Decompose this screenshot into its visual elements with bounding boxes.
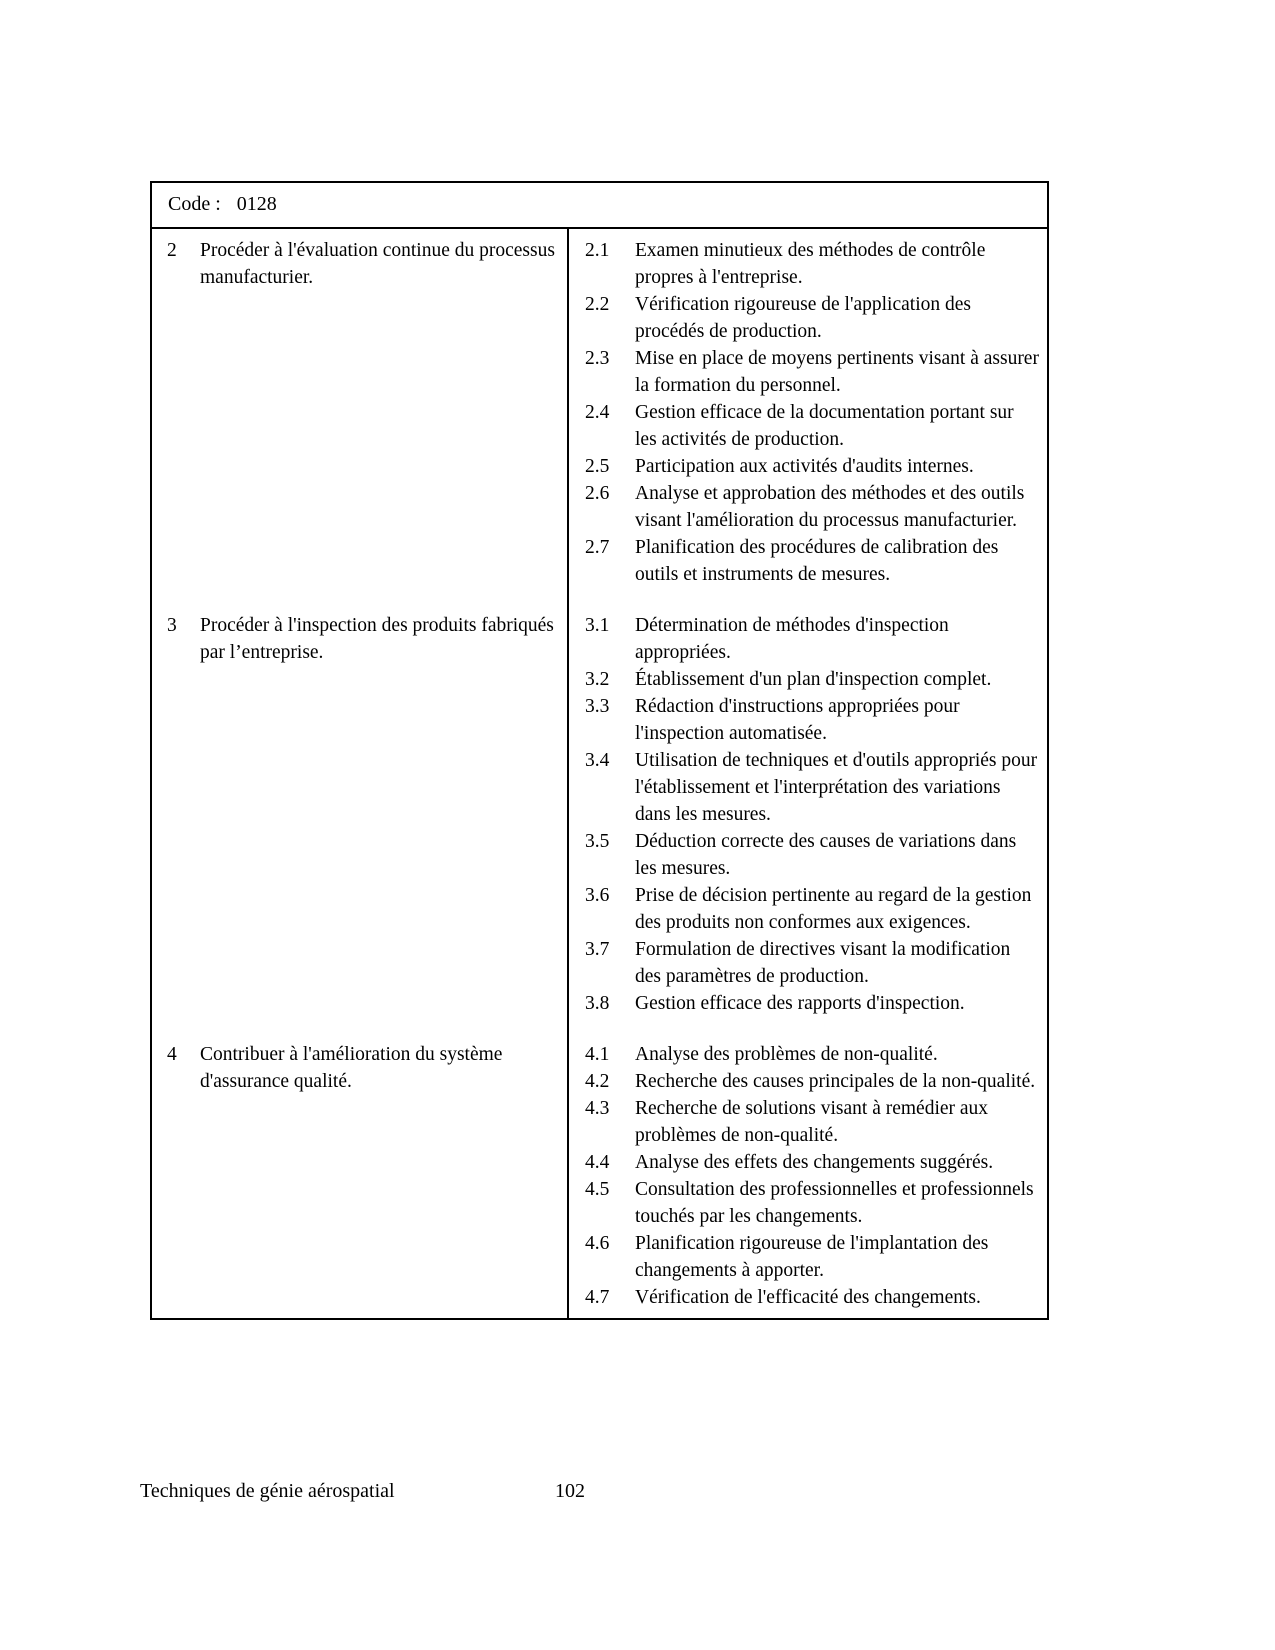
- criterion-item: [585, 399, 1039, 453]
- criterion-number: 4.1: [585, 1044, 610, 1065]
- criterion-item: [585, 345, 1039, 399]
- criterion-number: 4.7: [585, 1287, 610, 1308]
- objective-text: Procéder à l'évaluation continue du processus manufacturier.: [200, 240, 555, 288]
- criterion-item: [585, 882, 1039, 936]
- criterion-item: [585, 480, 1039, 534]
- competency-table: [150, 181, 1049, 1320]
- criterion-item: [585, 237, 1039, 291]
- criterion-number: 3.3: [585, 696, 610, 717]
- criterion-item: [585, 693, 1039, 747]
- criteria-cell: [567, 229, 1047, 604]
- objective-row: [152, 1033, 1047, 1318]
- code-label: Code :: [168, 193, 221, 215]
- criterion-item: [585, 1230, 1039, 1284]
- criterion-text: Vérification de l'efficacité des changements.: [635, 1287, 981, 1308]
- criterion-item: [585, 1095, 1039, 1149]
- criterion-text: Examen minutieux des méthodes de contrôle propres à l'entreprise.: [635, 240, 986, 288]
- criterion-text: Détermination de méthodes d'inspection appropriées.: [635, 615, 949, 663]
- criterion-item: [585, 1176, 1039, 1230]
- criterion-text: Déduction correcte des causes de variations dans les mesures.: [635, 831, 1017, 879]
- criterion-item: [585, 453, 1039, 480]
- objective-cell: [152, 604, 567, 1033]
- criterion-text: Formulation de directives visant la modification des paramètres de production.: [635, 939, 1011, 987]
- criterion-item: [585, 612, 1039, 666]
- criterion-text: Analyse des problèmes de non-qualité.: [635, 1044, 938, 1065]
- criterion-item: [585, 666, 1039, 693]
- objective-cell: [152, 229, 567, 604]
- criterion-number: 4.6: [585, 1233, 610, 1254]
- criterion-text: Prise de décision pertinente au regard de la gestion des produits non conformes aux exigences.: [635, 885, 1032, 933]
- page-footer: [140, 1478, 1135, 1505]
- criterion-number: 2.2: [585, 294, 610, 315]
- criterion-number: 2.6: [585, 483, 610, 504]
- criterion-text: Rédaction d'instructions appropriées pour l'inspection automatisée.: [635, 696, 960, 744]
- criterion-item: [585, 291, 1039, 345]
- objective-row: [152, 604, 1047, 1033]
- criterion-item: [585, 990, 1039, 1017]
- criterion-number: 3.7: [585, 939, 610, 960]
- criterion-text: Recherche des causes principales de la non-qualité.: [635, 1071, 1036, 1092]
- objective-number: 3: [167, 615, 177, 636]
- criterion-item: [585, 747, 1039, 828]
- objective-row: [152, 229, 1047, 604]
- criterion-text: Recherche de solutions visant à remédier aux problèmes de non-qualité.: [635, 1098, 989, 1146]
- objective-cell: [152, 1033, 567, 1318]
- table-body: [152, 229, 1047, 1318]
- criterion-number: 3.1: [585, 615, 610, 636]
- criterion-number: 2.4: [585, 402, 610, 423]
- criterion-text: Analyse des effets des changements suggérés.: [635, 1152, 994, 1173]
- criterion-number: 4.4: [585, 1152, 610, 1173]
- criterion-number: 3.8: [585, 993, 610, 1014]
- criterion-item: [585, 936, 1039, 990]
- criterion-number: 3.6: [585, 885, 610, 906]
- criterion-number: 3.2: [585, 669, 610, 690]
- criterion-number: 2.5: [585, 456, 610, 477]
- criterion-number: 4.5: [585, 1179, 610, 1200]
- objective-text: Procéder à l'inspection des produits fabriqués par l’entreprise.: [200, 615, 554, 663]
- code-value: 0128: [236, 193, 277, 215]
- criterion-number: 2.3: [585, 348, 610, 369]
- page-number: 102: [555, 1480, 585, 1502]
- criterion-item: [585, 1068, 1039, 1095]
- criterion-item: [585, 1149, 1039, 1176]
- criterion-text: Analyse et approbation des méthodes et des outils visant l'amélioration du processus manufacturier.: [635, 483, 1025, 531]
- criterion-item: [585, 828, 1039, 882]
- criterion-text: Gestion efficace des rapports d'inspection.: [635, 993, 965, 1014]
- objective-number: 4: [167, 1044, 177, 1065]
- criterion-text: Gestion efficace de la documentation portant sur les activités de production.: [635, 402, 1014, 450]
- criterion-number: 3.5: [585, 831, 610, 852]
- criterion-text: Utilisation de techniques et d'outils appropriés pour l'établissement et l'interprétation des variations dans les mesures.: [635, 750, 1038, 825]
- criteria-cell: [567, 604, 1047, 1033]
- criterion-number: 2.1: [585, 240, 610, 261]
- criterion-number: 4.2: [585, 1071, 610, 1092]
- criterion-text: Établissement d'un plan d'inspection complet.: [635, 669, 992, 690]
- objective-number: 2: [167, 240, 177, 261]
- criterion-item: [585, 1041, 1039, 1068]
- criterion-item: [585, 1284, 1039, 1311]
- criterion-number: 3.4: [585, 750, 610, 771]
- criterion-text: Participation aux activités d'audits internes.: [635, 456, 974, 477]
- code-header-row: [152, 183, 1047, 229]
- criterion-text: Consultation des professionnelles et professionnels touchés par les changements.: [635, 1179, 1034, 1227]
- criterion-item: [585, 534, 1039, 588]
- criterion-text: Planification rigoureuse de l'implantation des changements à apporter.: [635, 1233, 989, 1281]
- criterion-text: Mise en place de moyens pertinents visant à assurer la formation du personnel.: [635, 348, 1039, 396]
- criteria-cell: [567, 1033, 1047, 1318]
- footer-title: Techniques de génie aérospatial: [140, 1480, 395, 1502]
- criterion-number: 2.7: [585, 537, 610, 558]
- criterion-text: Planification des procédures de calibration des outils et instruments de mesures.: [635, 537, 999, 585]
- criterion-text: Vérification rigoureuse de l'application des procédés de production.: [635, 294, 971, 342]
- criterion-number: 4.3: [585, 1098, 610, 1119]
- objective-text: Contribuer à l'amélioration du système d'assurance qualité.: [200, 1044, 503, 1092]
